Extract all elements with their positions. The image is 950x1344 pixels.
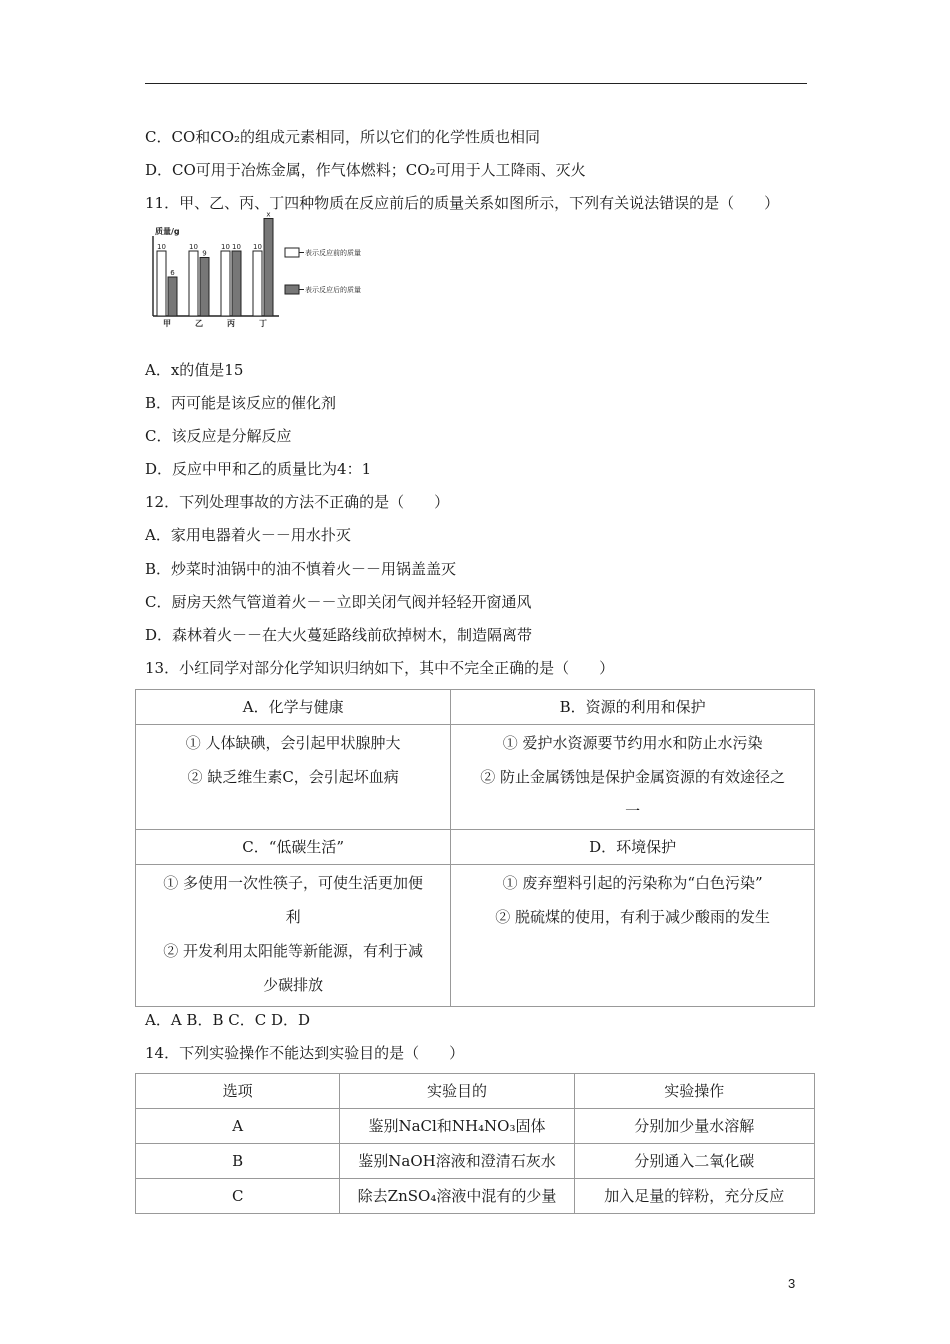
q13-a-line: ② 缺乏维生素C，会引起坏血病 bbox=[187, 768, 399, 786]
q13-cell-a-title: A．化学与健康 bbox=[136, 690, 451, 725]
header-rule bbox=[145, 83, 807, 84]
legend-swatch-before bbox=[285, 248, 299, 257]
q13-c-line: ① 多使用一次性筷子，可使生活更加便 bbox=[163, 874, 424, 892]
chart-legend bbox=[285, 248, 361, 294]
q13-b-line: ② 防止金属锈蚀是保护金属资源的有效途径之 bbox=[480, 768, 786, 786]
bar-after-2 bbox=[200, 258, 209, 317]
q12-option-a: A．家用电器着火－－用水扑灭 bbox=[145, 526, 351, 544]
page-number: 3 bbox=[788, 1276, 796, 1291]
q11-option-a: A．x的值是15 bbox=[145, 361, 244, 379]
q13-b-line: 一 bbox=[625, 802, 641, 820]
q13-a-line: ① 人体缺碘，会引起甲状腺肿大 bbox=[185, 734, 401, 752]
q14-stem: 14．下列实验操作不能达到实验目的是（ ） bbox=[145, 1044, 465, 1062]
q13-d-line: ② 脱硫煤的使用，有利于减少酸雨的发生 bbox=[495, 908, 771, 926]
q14-cell: 分别加少量水溶解 bbox=[574, 1109, 814, 1144]
q14-cell: A bbox=[136, 1109, 340, 1144]
q14-header-purpose: 实验目的 bbox=[340, 1074, 574, 1109]
legend-label-before: 表示反应前的质量 bbox=[305, 249, 361, 257]
q13-b-line: ① 爱护水资源要节约用水和防止水污染 bbox=[502, 734, 763, 752]
legend-label-after: 表示反应后的质量 bbox=[305, 286, 361, 294]
q14-table bbox=[135, 1073, 815, 1214]
q12-option-d: D．森林着火－－在大火蔓延路线前砍掉树木，制造隔离带 bbox=[145, 626, 533, 644]
q11-option-b: B．丙可能是该反应的催化剂 bbox=[145, 394, 337, 412]
q12-stem: 12．下列处理事故的方法不正确的是（ ） bbox=[145, 493, 450, 511]
label-before-2: 10 bbox=[189, 243, 198, 251]
category-label-1: 甲 bbox=[163, 319, 171, 328]
category-label-2: 乙 bbox=[195, 319, 203, 328]
q11-stem: 11．甲、乙、丙、丁四种物质在反应前后的质量关系如图所示，下列有关说法错误的是（ ） bbox=[145, 194, 780, 212]
q10-option-c: C．CO和CO₂的组成元素相同，所以它们的化学性质也相同 bbox=[145, 128, 541, 146]
q11-option-c: C．该反应是分解反应 bbox=[145, 427, 292, 445]
label-after-3: 10 bbox=[232, 243, 241, 251]
q13-cell-c-body bbox=[136, 865, 451, 1007]
bar-before-4 bbox=[253, 251, 262, 316]
q13-cell-d-body bbox=[451, 865, 815, 1007]
label-after-1: 6 bbox=[170, 269, 175, 277]
chart-ylabel: 质量/g bbox=[155, 227, 180, 236]
label-before-1: 10 bbox=[157, 243, 166, 251]
q14-header-option: 选项 bbox=[136, 1074, 340, 1109]
q14-cell: 鉴别NaOH溶液和澄清石灰水 bbox=[340, 1144, 574, 1179]
bar-after-3 bbox=[232, 251, 241, 316]
bar-before-1 bbox=[157, 251, 166, 316]
category-label-4: 丁 bbox=[259, 319, 267, 328]
q13-table bbox=[135, 689, 815, 1007]
bar-before-3 bbox=[221, 251, 230, 316]
label-before-4: 10 bbox=[253, 243, 262, 251]
q14-cell: B bbox=[136, 1144, 340, 1179]
label-before-3: 10 bbox=[221, 243, 230, 251]
q13-c-line: 利 bbox=[285, 908, 301, 926]
q14-cell: 除去ZnSO₄溶液中混有的少量 bbox=[340, 1179, 574, 1214]
q13-c-line: ② 开发利用太阳能等新能源，有利于减 bbox=[163, 942, 424, 960]
q13-c-line: 少碳排放 bbox=[263, 976, 324, 994]
q14-cell: 分别通入二氧化碳 bbox=[574, 1144, 814, 1179]
bar-after-4 bbox=[264, 219, 273, 317]
label-after-2: 9 bbox=[202, 249, 207, 258]
q13-stem: 13．小红同学对部分化学知识归纳如下，其中不完全正确的是（ ） bbox=[145, 659, 615, 677]
q13-cell-d-title: D．环境保护 bbox=[451, 830, 815, 865]
bar-before-2 bbox=[189, 251, 198, 316]
legend-swatch-after bbox=[285, 285, 299, 294]
q14-header-operation: 实验操作 bbox=[574, 1074, 814, 1109]
q13-cell-b-body bbox=[451, 725, 815, 830]
q13-cell-a-body bbox=[136, 725, 451, 830]
q14-cell: 鉴别NaCl和NH₄NO₃固体 bbox=[340, 1109, 574, 1144]
q13-cell-b-title: B．资源的利用和保护 bbox=[451, 690, 815, 725]
q13-cell-c-title: C．“低碳生活” bbox=[136, 830, 451, 865]
category-label-3: 丙 bbox=[227, 319, 235, 328]
q13-options: A．A B．B C．C D．D bbox=[145, 1011, 311, 1029]
q11-option-d: D．反应中甲和乙的质量比为4：1 bbox=[145, 460, 372, 478]
label-after-4: x bbox=[266, 210, 271, 219]
q13-d-line: ① 废弃塑料引起的污染称为“白色污染” bbox=[502, 874, 763, 892]
q12-option-c: C．厨房天然气管道着火－－立即关闭气阀并轻轻开窗通风 bbox=[145, 593, 532, 611]
bar-after-1 bbox=[168, 277, 177, 316]
q12-option-b: B．炒菜时油锅中的油不慎着火－－用锅盖盖灭 bbox=[145, 560, 457, 578]
q10-option-d: D．CO可用于冶炼金属，作气体燃料；CO₂可用于人工降雨、灭火 bbox=[145, 161, 586, 179]
q14-cell: 加入足量的锌粉，充分反应 bbox=[574, 1179, 814, 1214]
mass-bar-chart bbox=[143, 210, 383, 330]
q14-cell: C bbox=[136, 1179, 340, 1214]
